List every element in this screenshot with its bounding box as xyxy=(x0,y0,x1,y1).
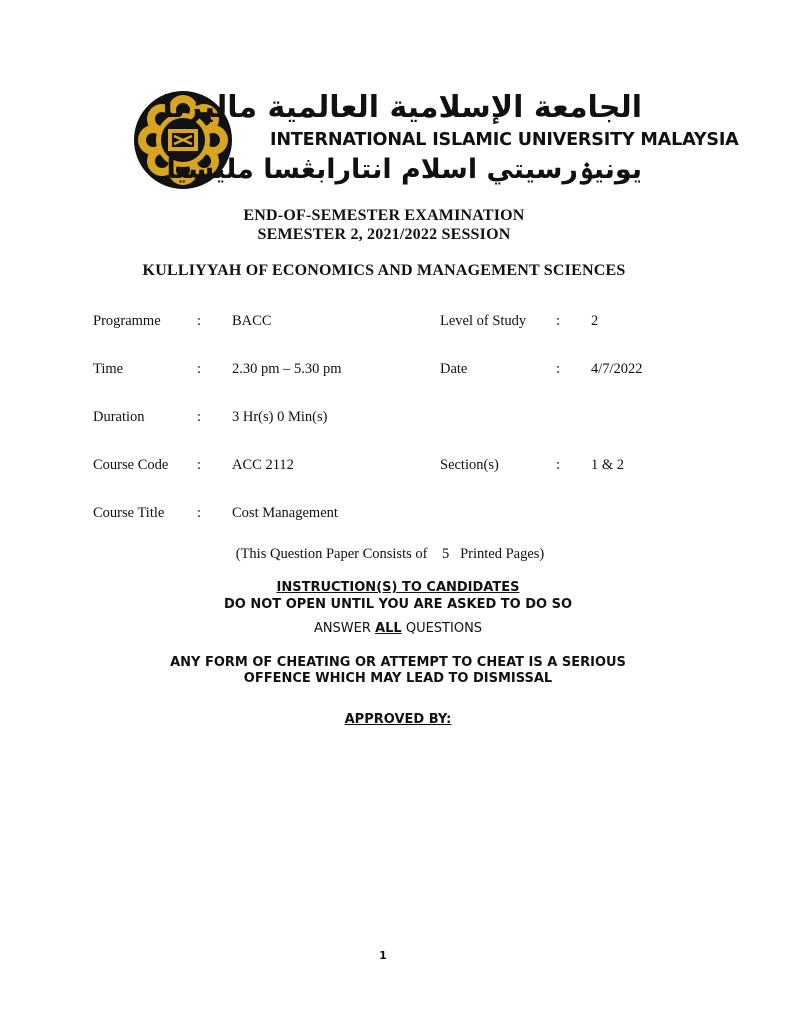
university-header-logo xyxy=(124,88,739,194)
page-count-prefix: (This Question Paper Consists of xyxy=(235,546,428,562)
course-title-label: Course Title xyxy=(93,505,165,521)
level-label: Level of Study xyxy=(440,313,527,329)
colon: : xyxy=(197,361,202,377)
sections-label: Section(s) xyxy=(440,457,499,473)
date-label: Date xyxy=(440,361,468,377)
page-count-suffix: Printed Pages) xyxy=(460,546,545,562)
time-label: Time xyxy=(93,361,124,377)
colon: : xyxy=(556,313,561,329)
time-value: 2.30 pm – 5.30 pm xyxy=(232,361,342,377)
cheating-warning-line2: OFFENCE WHICH MAY LEAD TO DISMISSAL xyxy=(243,671,553,686)
programme-value: BACC xyxy=(232,313,272,329)
details-row-time xyxy=(93,359,673,379)
programme-label: Programme xyxy=(93,313,161,329)
course-title-value: Cost Management xyxy=(232,505,338,521)
semester-session: SEMESTER 2, 2021/2022 SESSION xyxy=(257,226,511,243)
kulliyyah-name: KULLIYYAH OF ECONOMICS AND MANAGEMENT SCIENCES xyxy=(142,262,626,279)
course-code-label: Course Code xyxy=(93,457,169,473)
colon: : xyxy=(556,361,561,377)
details-row-duration xyxy=(93,407,673,427)
details-row-course-code xyxy=(93,455,673,475)
details-row-course-title xyxy=(93,503,673,523)
sections-value: 1 & 2 xyxy=(591,457,625,473)
exam-title: END-OF-SEMESTER EXAMINATION xyxy=(243,207,525,224)
colon: : xyxy=(197,313,202,329)
colon: : xyxy=(556,457,561,473)
answer-suffix: QUESTIONS xyxy=(405,621,483,636)
answer-all-notice xyxy=(0,620,796,637)
date-value: 4/7/2022 xyxy=(591,361,643,377)
duration-value: 3 Hr(s) 0 Min(s) xyxy=(232,409,328,425)
page-count-number: 5 xyxy=(441,546,450,562)
colon: : xyxy=(197,409,202,425)
answer-emphasis: ALL xyxy=(375,621,402,636)
colon: : xyxy=(197,505,202,521)
details-row-programme xyxy=(93,311,673,331)
arabic-university-name: الجامعة الإسلامية العالمية ماليزيا xyxy=(162,90,642,125)
cheating-warning-line1: ANY FORM OF CHEATING OR ATTEMPT TO CHEAT IS A SERIOUS xyxy=(170,655,626,670)
duration-label: Duration xyxy=(93,409,145,425)
approved-by: APPROVED BY: xyxy=(344,712,452,727)
colon: : xyxy=(197,457,202,473)
page-number: 1 xyxy=(379,949,387,962)
course-code-value: ACC 2112 xyxy=(232,457,294,473)
jawi-university-name: يونيۏرسيتي اسلام انتارابڠسا مليسيا xyxy=(166,154,642,185)
answer-prefix: ANSWER xyxy=(313,621,371,636)
page-count-note xyxy=(0,544,780,564)
do-not-open-notice: DO NOT OPEN UNTIL YOU ARE ASKED TO DO SO xyxy=(224,597,572,612)
level-value: 2 xyxy=(591,313,599,329)
instructions-heading: INSTRUCTION(S) TO CANDIDATES xyxy=(276,580,520,595)
university-name: INTERNATIONAL ISLAMIC UNIVERSITY MALAYSIA xyxy=(270,130,739,150)
